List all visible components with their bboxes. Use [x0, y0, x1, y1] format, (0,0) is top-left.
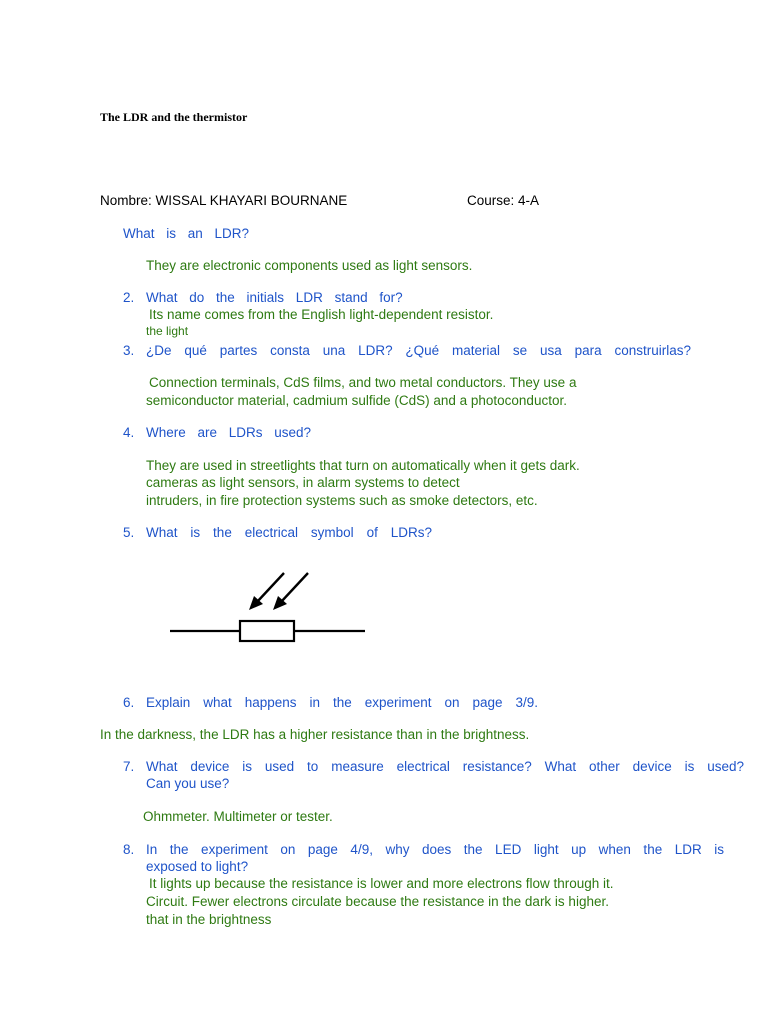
question-8-line-1: In the experiment on page 4/9, why does the LED light up when the LDR is [146, 842, 724, 857]
student-name: Nombre: WISSAL KHAYARI BOURNANE [100, 193, 348, 208]
answer-4-line-1: They are used in streetlights that turn on automatically when it gets dark. [146, 458, 580, 473]
answer-3-line-2: semiconductor material, cadmium sulfide (CdS) and a photoconductor. [146, 393, 567, 408]
question-4: Where are LDRs used? [146, 425, 312, 440]
ldr-resistor-body [240, 621, 294, 641]
answer-2-line-2: the light [146, 324, 189, 338]
question-2-number: 2. [123, 290, 135, 305]
question-8-number: 8. [123, 842, 135, 857]
answer-4-line-3: intruders, in fire protection systems such as smoke detectors, etc. [146, 493, 538, 508]
question-6: Explain what happens in the experiment on page 3/9. [146, 695, 538, 710]
answer-4-line-2: cameras as light sensors, in alarm systems to detect [146, 475, 460, 490]
question-7-line-1: What device is used to measure electrical resistance? What other device is used? [146, 759, 744, 774]
answer-6: In the darkness, the LDR has a higher resistance than in the brightness. [100, 727, 530, 742]
question-5-number: 5. [123, 525, 135, 540]
course-label: Course: 4-A [467, 193, 540, 208]
question-7-number: 7. [123, 759, 135, 774]
question-1: What is an LDR? [123, 226, 250, 241]
document-title: The LDR and the thermistor [100, 110, 248, 124]
answer-3-line-1: Connection terminals, CdS films, and two metal conductors. They use a [149, 375, 577, 390]
ldr-symbol-diagram [146, 558, 382, 660]
question-3-number: 3. [123, 343, 135, 358]
question-2: What do the initials LDR stand for? [146, 290, 403, 305]
question-4-number: 4. [123, 425, 135, 440]
answer-2-line-1: Its name comes from the English light-dependent resistor. [149, 307, 494, 322]
answer-8-line-1: It lights up because the resistance is lower and more electrons flow through it. [149, 876, 614, 891]
answer-8-line-3: that in the brightness [146, 912, 272, 927]
question-8-line-2: exposed to light? [146, 859, 249, 874]
question-5: What is the electrical symbol of LDRs? [146, 525, 432, 540]
question-7-line-2: Can you use? [146, 776, 230, 791]
answer-7: Ohmmeter. Multimeter or tester. [143, 809, 333, 824]
answer-8-line-2: Circuit. Fewer electrons circulate because the resistance in the dark is higher. [146, 894, 609, 909]
question-6-number: 6. [123, 695, 135, 710]
question-3: ¿De qué partes consta una LDR? ¿Qué material se usa para construirlas? [146, 343, 691, 358]
answer-1: They are electronic components used as light sensors. [146, 258, 473, 273]
